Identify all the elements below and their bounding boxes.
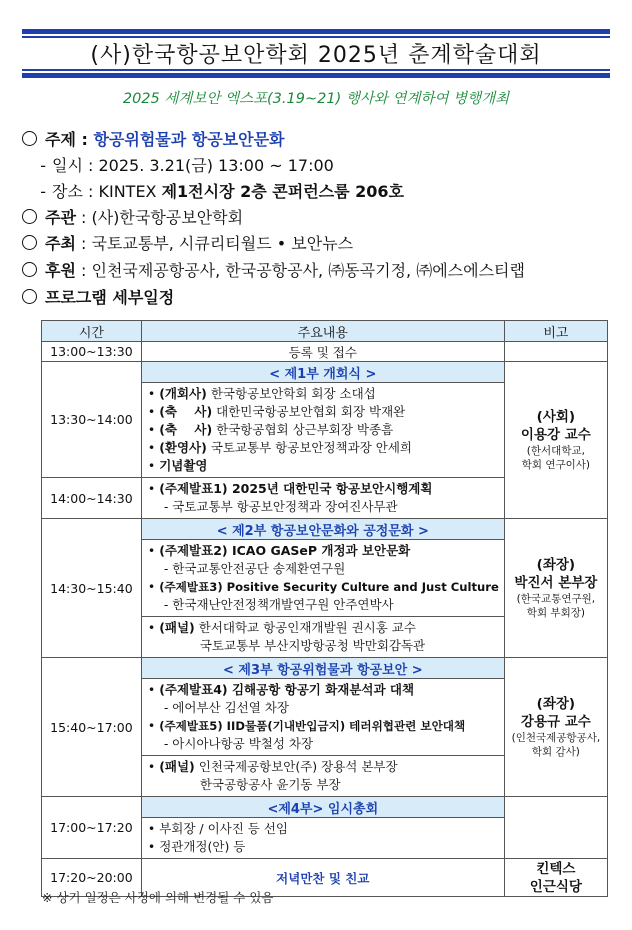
footnote: ※ 상기 일정은 사정에 의해 변경될 수 있음 <box>42 890 274 905</box>
place-value: 제1전시장 2층 콘퍼런스룸 206호 <box>161 182 404 201</box>
speaker-line: - 에어부산 김선열 차장 <box>163 700 289 715</box>
schedule-table <box>41 320 608 897</box>
list-item: • (축 사) 한국항공협회 상근부회장 박종흠 <box>147 422 394 437</box>
table-row: 13:00~13:30 등록 및 접수 <box>42 342 608 362</box>
host-line: 주관 : (사)한국항공보안학회 <box>22 208 243 228</box>
list-item: • 부회장 / 이사진 등 선임 <box>147 821 288 836</box>
list-item: • (패널) 인천국제공항보안(주) 장용석 본부장 <box>147 759 398 774</box>
speaker-line: 한국공항공사 윤기동 부장 <box>199 777 341 792</box>
section-header: < 제3부 항공위험물과 항공보안 > <box>141 658 504 679</box>
theme-value: 항공위험물과 항공보안문화 <box>93 130 285 149</box>
table-row: 14:00~14:30 • (주제발표1) 2025년 대한민국 항공보안시행계획 - 국토교통부 항공보안정책과 장여진사무관 <box>42 478 608 519</box>
moderator-note: (사회) 이용강 교수 (한서대학교, 학회 연구이사) <box>504 362 607 519</box>
sponsor-line: 후원 : 인천국제공항공사, 한국공항공사, ㈜동곡기정, ㈜에스에스티랩 <box>22 261 525 281</box>
list-item: • (주제발표2) ICAO GASeP 개정과 보안문화 <box>147 543 411 558</box>
table-row: 15:40~17:00 < 제3부 항공위험물과 항공보안 > (좌장) 강용규 교수 (인천국제공항공사, 학회 감사) <box>42 658 608 679</box>
list-item: • (주제발표1) 2025년 대한민국 항공보안시행계획 <box>147 481 433 496</box>
date-value: 2025. 3.21(금) 13:00 ~ 17:00 <box>98 156 334 175</box>
list-item: • 정관개정(안) 등 <box>147 839 246 854</box>
circle-bullet-icon <box>22 262 37 277</box>
list-item: • (개회사) 한국항공보안학회 회장 소대섭 <box>147 386 376 401</box>
title-frame <box>22 29 610 78</box>
date-line: - 일시 : 2025. 3.21(금) 13:00 ~ 17:00 <box>40 156 334 175</box>
table-header-row <box>42 321 608 342</box>
speaker-line: - 국토교통부 항공보안정책과 장여진사무관 <box>163 499 398 514</box>
speaker-line: 국토교통부 부산지방항공청 박만회감독관 <box>199 638 426 653</box>
list-item: • (주제발표5) IID물품(기내반입금지) 테러위협관련 보안대책 <box>147 718 466 733</box>
list-item: • (축 사) 대한민국항공보안협회 회장 박재완 <box>147 404 406 419</box>
table-row: 13:30~14:00 < 제1부 개회식 > (사회) 이용강 교수 (한서대학교, 학회 연구이사) <box>42 362 608 383</box>
dinner-note: 킨텍스 인근식당 <box>504 859 607 897</box>
place-line: - 장소 : KINTEX 제1전시장 2층 콘퍼런스룸 206호 <box>40 182 404 201</box>
circle-bullet-icon <box>22 289 37 304</box>
circle-bullet-icon <box>22 209 37 224</box>
moderator-note: (좌장) 강용규 교수 (인천국제공항공사, 학회 감사) <box>504 658 607 797</box>
dinner-content: 저녁만찬 및 친교 <box>141 859 504 897</box>
circle-bullet-icon <box>22 131 37 146</box>
section-header: < 제1부 개회식 > <box>141 362 504 383</box>
header-time: 시간 <box>42 321 142 342</box>
list-item: • (패널) 한서대학교 항공인재개발원 권시홍 교수 <box>147 620 416 635</box>
speaker-line: - 아시아나항공 박철성 차장 <box>163 736 314 751</box>
table-row: 14:30~15:40 < 제2부 항공보안문화와 공정문화 > (좌장) 박진서 본부장 (한국교통연구원, 학회 부회장) <box>42 519 608 540</box>
organizer-line: 주최 : 국토교통부, 시큐리티월드 • 보안뉴스 <box>22 234 353 254</box>
list-item: • (주제발표3) Positive Security Culture and Just Culture <box>147 579 499 594</box>
table-row: 17:00~17:20 <제4부> 임시총회 <box>42 797 608 818</box>
table-row: 17:20~20:00 저녁만찬 및 친교 킨텍스 인근식당 <box>42 859 608 897</box>
header-content: 주요내용 <box>141 321 504 342</box>
header-note: 비고 <box>504 321 607 342</box>
subtitle: 2025 세계보안 엑스포(3.19~21) 행사와 연계하여 병행개최 <box>122 91 510 107</box>
section-header: <제4부> 임시총회 <box>141 797 504 818</box>
theme-line: 주제 : 항공위험물과 항공보안문화 <box>22 130 285 150</box>
list-item: • (주제발표4) 김해공항 항공기 화재분석과 대책 <box>147 682 415 697</box>
list-item: • 기념촬영 <box>147 458 208 473</box>
page-title: (사)한국항공보안학회 2025년 춘계학술대회 <box>22 36 610 71</box>
speaker-line: - 한국교통안전공단 송제환연구원 <box>163 561 346 576</box>
section-header: < 제2부 항공보안문화와 공정문화 > <box>141 519 504 540</box>
program-line: 프로그램 세부일정 <box>22 288 174 308</box>
speaker-line: - 한국재난안전정책개발연구원 안주연박사 <box>163 597 394 612</box>
list-item: • (환영사) 국토교통부 항공보안정책과장 안세희 <box>147 440 412 455</box>
circle-bullet-icon <box>22 235 37 250</box>
moderator-note: (좌장) 박진서 본부장 (한국교통연구원, 학회 부회장) <box>504 519 607 658</box>
